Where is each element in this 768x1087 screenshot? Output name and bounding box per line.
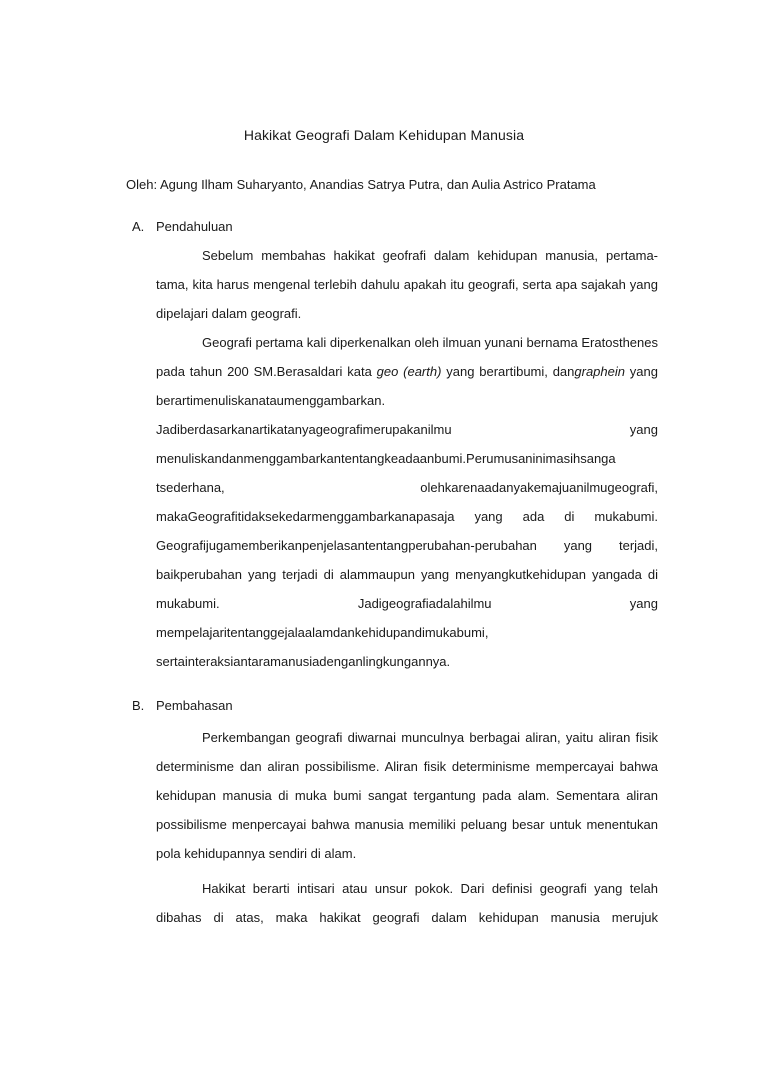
paragraph: Geografi pertama kali diperkenalkan oleh ilmuan yunani bernama Eratosthenes pada tahun 200 SM.Berasaldari kata geo (earth) yang berartibumi, dangraphein yang berartimenuliskanataumenggambarkan. Jadiberdasarkanartikatanyageografimerupakanilmu yang menuliskandanmenggambarkantentangkeadaanbumi.Perumusaninimasihsanga tsederhana, olehkarenaadanyakemajuanilmugeografi, makaGeografitidaksekedarmenggambarkanapasaja yang ada di mukabumi. Geografijugamemberikanpenjelasantentangperubahan-perubahan yang terjadi, baikperubahan yang terjadi di alammaupun yang menyangkutkehidupan yangada di mukabumi. Jadigeografiadalahilmu yang mempelajaritentanggejalaalamdankehidupandimukabumi, sertainteraksiantaramanusiadenganlingkungannya. [156,335,659,669]
paragraph: Sebelum membahas hakikat geofrafi dalam kehidupan manusia, pertama-tama, kita harus mengenal terlebih dahulu apakah itu geografi, serta apa sajakah yang dipelajari dalam geografi. [156,248,658,321]
section-title: Pendahuluan [156,219,233,234]
document-authors: Oleh: Agung Ilham Suharyanto, Anandias Satrya Putra, dan Aulia Astrico Pratama [126,177,596,192]
section-body-b [156,723,658,932]
paragraph: Hakikat berarti intisari atau unsur pokok. Dari definisi geografi yang telah dibahas di atas, maka hakikat geografi dalam kehidupan manusia merujuk [156,881,658,925]
section-heading-a [132,219,233,234]
document-title: Hakikat Geografi Dalam Kehidupan Manusia [243,127,525,143]
section-heading-b [132,698,233,713]
section-letter: B. [132,698,145,713]
section-letter: A. [132,219,145,234]
section-body-a [156,241,658,676]
italic-term: geo (earth) [376,364,442,379]
italic-term: graphein [574,364,625,379]
section-title: Pembahasan [156,698,233,713]
paragraph: Perkembangan geografi diwarnai munculnya berbagai aliran, yaitu aliran fisik determinisme dan aliran possibilisme. Aliran fisik determinisme mempercayai bahwa kehidupan manusia di muka bumi sangat tergantung pada alam. Sementara aliran possibilisme menpercayai bahwa manusia memiliki peluang besar untuk menentukan pola kehidupannya sendiri di alam. [156,730,658,861]
